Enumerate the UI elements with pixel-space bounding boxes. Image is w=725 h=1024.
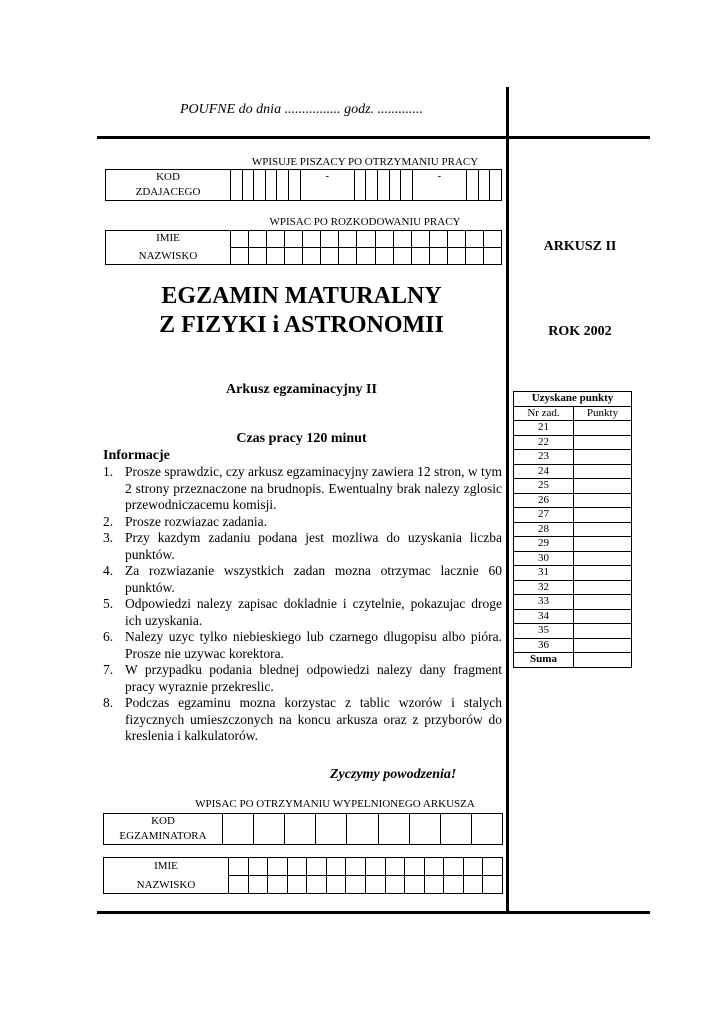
surname-letter-cell[interactable] bbox=[375, 248, 393, 265]
examiner-code-cell[interactable] bbox=[440, 814, 471, 845]
examiner-name-cell[interactable] bbox=[365, 858, 385, 876]
surname-letter-cell[interactable] bbox=[357, 248, 375, 265]
surname-letter-cell[interactable] bbox=[339, 248, 357, 265]
name-letter-cell[interactable] bbox=[321, 231, 339, 248]
points-cell[interactable] bbox=[574, 595, 632, 610]
examiner-code-cell[interactable] bbox=[471, 814, 502, 845]
examiner-surname-cell[interactable] bbox=[229, 876, 249, 894]
examiner-surname-cell[interactable] bbox=[268, 876, 288, 894]
code-digit-cell[interactable] bbox=[265, 170, 277, 201]
surname-letter-cell[interactable] bbox=[267, 248, 285, 265]
surname-letter-cell[interactable] bbox=[393, 248, 411, 265]
info-item: 2. Prosze rozwiazac zadania. bbox=[103, 513, 268, 529]
surname-letter-cell[interactable] bbox=[465, 248, 483, 265]
points-cell[interactable] bbox=[574, 508, 632, 523]
examiner-surname-cell[interactable] bbox=[424, 876, 444, 894]
kod-egzaminatora-label: KOD EGZAMINATORA bbox=[104, 814, 223, 845]
points-cell[interactable] bbox=[574, 450, 632, 465]
examiner-name-cell[interactable] bbox=[405, 858, 425, 876]
surname-letter-cell[interactable] bbox=[429, 248, 447, 265]
points-cell[interactable] bbox=[574, 493, 632, 508]
code-separator-cell: - bbox=[300, 170, 354, 201]
examiner-name-cell[interactable] bbox=[287, 858, 307, 876]
info-item: 8. Podczas egzaminu mozna korzystac z tablic wzorów i stalych fizycznych umieszczonych na koncu arkusza oraz z przyborów do kreslenia i kalkulatorów. bbox=[103, 695, 502, 743]
examiner-code-cell[interactable] bbox=[285, 814, 316, 845]
points-cell[interactable] bbox=[574, 624, 632, 639]
name-letter-cell[interactable] bbox=[447, 231, 465, 248]
info-item: 5. Odpowiedzi nalezy zapisac dokladnie i czytelnie, pokazujac droge ich uzyskania. bbox=[103, 596, 502, 628]
info-list bbox=[103, 464, 502, 745]
name-letter-cell[interactable] bbox=[411, 231, 429, 248]
examiner-name-cell[interactable] bbox=[268, 858, 288, 876]
examiner-name-cell[interactable] bbox=[385, 858, 405, 876]
examiner-surname-cell[interactable] bbox=[365, 876, 385, 894]
task-number: 26 bbox=[514, 493, 574, 508]
examiner-code-cell[interactable] bbox=[316, 814, 347, 845]
code-digit-cell[interactable] bbox=[366, 170, 378, 201]
task-number: 35 bbox=[514, 624, 574, 639]
info-item: 1. Prosze sprawdzic, czy arkusz egzaminacyjny zawiera 12 stron, w tym 2 strony przeznaczone na brudnopis. Ewentualny brak nalezy zglosic przewodniczacemu komisji. bbox=[103, 464, 502, 512]
code-digit-cell[interactable] bbox=[242, 170, 254, 201]
score-table-title: Uzyskane punkty bbox=[514, 392, 632, 407]
points-cell[interactable] bbox=[574, 566, 632, 581]
kod-zdajacego-label: KOD ZDAJACEGO bbox=[106, 170, 231, 201]
points-cell[interactable] bbox=[574, 435, 632, 450]
code-digit-cell[interactable] bbox=[377, 170, 389, 201]
examiner-code-cell[interactable] bbox=[378, 814, 409, 845]
rok-label: ROK 2002 bbox=[548, 324, 612, 339]
points-cell[interactable] bbox=[574, 421, 632, 436]
surname-letter-cell[interactable] bbox=[249, 248, 267, 265]
examiner-code-cell[interactable] bbox=[409, 814, 440, 845]
examiner-code-cell[interactable] bbox=[254, 814, 285, 845]
task-number: 34 bbox=[514, 609, 574, 624]
examiner-surname-cell[interactable] bbox=[444, 876, 464, 894]
examiner-name-cell[interactable] bbox=[326, 858, 346, 876]
task-number: 30 bbox=[514, 551, 574, 566]
code-digit-cell[interactable] bbox=[389, 170, 401, 201]
task-number: 33 bbox=[514, 595, 574, 610]
points-cell[interactable] bbox=[574, 464, 632, 479]
name-letter-cell[interactable] bbox=[357, 231, 375, 248]
info-heading: Informacje bbox=[103, 448, 170, 463]
code-digit-cell[interactable] bbox=[478, 170, 490, 201]
surname-letter-cell[interactable] bbox=[411, 248, 429, 265]
examiner-name-cell[interactable] bbox=[307, 858, 327, 876]
sum-label: Suma bbox=[514, 653, 574, 668]
surname-letter-cell[interactable] bbox=[483, 248, 501, 265]
code-digit-cell[interactable] bbox=[401, 170, 413, 201]
examiner-surname-cell[interactable] bbox=[248, 876, 268, 894]
points-cell[interactable] bbox=[574, 522, 632, 537]
code-digit-cell[interactable] bbox=[231, 170, 243, 201]
examiner-surname-cell[interactable] bbox=[287, 876, 307, 894]
info-section bbox=[103, 447, 502, 745]
task-number: 25 bbox=[514, 479, 574, 494]
exam-title bbox=[97, 282, 506, 340]
name-letter-cell[interactable] bbox=[231, 231, 249, 248]
points-cell[interactable] bbox=[574, 537, 632, 552]
surname-letter-cell[interactable] bbox=[231, 248, 249, 265]
surname-letter-cell[interactable] bbox=[303, 248, 321, 265]
info-item: 4. Za rozwiazanie wszystkich zadan mozna otrzymac lacznie 60 punktów. bbox=[103, 563, 502, 595]
right-column-divider bbox=[506, 87, 509, 914]
task-number: 32 bbox=[514, 580, 574, 595]
points-cell[interactable] bbox=[574, 638, 632, 653]
task-number: 24 bbox=[514, 464, 574, 479]
name-letter-cell[interactable] bbox=[429, 231, 447, 248]
examiner-name-cell[interactable] bbox=[444, 858, 464, 876]
sheet-subtitle: Arkusz egzaminacyjny II bbox=[226, 382, 377, 397]
points-cell[interactable] bbox=[574, 580, 632, 595]
imie-nazwisko-top-box bbox=[105, 230, 502, 265]
surname-letter-cell[interactable] bbox=[285, 248, 303, 265]
confidential-line: POUFNE do dnia ................ godz. ............. bbox=[179, 102, 424, 117]
code-digit-cell[interactable] bbox=[467, 170, 479, 201]
good-luck-message: Zyczymy powodzenia! bbox=[330, 767, 457, 782]
task-number: 28 bbox=[514, 522, 574, 537]
examiner-name-cell[interactable] bbox=[248, 858, 268, 876]
score-col-points: Punkty bbox=[574, 406, 632, 421]
examiner-surname-cell[interactable] bbox=[385, 876, 405, 894]
footer-rule bbox=[97, 911, 650, 914]
examiner-name-cell[interactable] bbox=[424, 858, 444, 876]
examiner-code-cell[interactable] bbox=[347, 814, 378, 845]
task-number: 36 bbox=[514, 638, 574, 653]
sum-points-cell[interactable] bbox=[574, 653, 632, 668]
name-letter-cell[interactable] bbox=[267, 231, 285, 248]
points-cell[interactable] bbox=[574, 609, 632, 624]
exam-title-line2: Z FIZYKI i ASTRONOMII bbox=[159, 312, 444, 338]
code-separator-cell: - bbox=[412, 170, 466, 201]
task-number: 27 bbox=[514, 508, 574, 523]
points-cell[interactable] bbox=[574, 479, 632, 494]
code-digit-cell[interactable] bbox=[354, 170, 366, 201]
name-letter-cell[interactable] bbox=[465, 231, 483, 248]
examiner-surname-cell[interactable] bbox=[326, 876, 346, 894]
score-col-task: Nr zad. bbox=[514, 406, 574, 421]
imie-nazwisko-top-caption: WPISAC PO ROZKODOWANIU PRACY bbox=[269, 216, 461, 228]
name-letter-cell[interactable] bbox=[393, 231, 411, 248]
examiner-name-cell[interactable] bbox=[229, 858, 249, 876]
imie-nazwisko-top-label: IMIE NAZWISKO bbox=[106, 231, 231, 265]
imie-nazwisko-bottom-label: IMIE NAZWISKO bbox=[104, 858, 229, 894]
examiner-name-cell[interactable] bbox=[483, 858, 503, 876]
name-letter-cell[interactable] bbox=[285, 231, 303, 248]
score-table bbox=[513, 391, 632, 668]
code-digit-cell[interactable] bbox=[254, 170, 266, 201]
examiner-name-cell[interactable] bbox=[463, 858, 483, 876]
task-number: 31 bbox=[514, 566, 574, 581]
code-digit-cell[interactable] bbox=[288, 170, 300, 201]
info-item: 6. Nalezy uzyc tylko niebieskiego lub czarnego dlugopisu albo pióra. Prosze nie uzywac korektora. bbox=[103, 629, 502, 661]
name-letter-cell[interactable] bbox=[375, 231, 393, 248]
surname-letter-cell[interactable] bbox=[447, 248, 465, 265]
task-number: 23 bbox=[514, 450, 574, 465]
kod-zdajacego-box bbox=[105, 169, 502, 201]
name-letter-cell[interactable] bbox=[249, 231, 267, 248]
examiner-surname-cell[interactable] bbox=[463, 876, 483, 894]
task-number: 22 bbox=[514, 435, 574, 450]
kod-egzaminatora-caption: WPISAC PO OTRZYMANIU WYPELNIONEGO ARKUSZA bbox=[195, 798, 475, 810]
code-digit-cell[interactable] bbox=[277, 170, 289, 201]
name-letter-cell[interactable] bbox=[303, 231, 321, 248]
kod-egzaminatora-box bbox=[103, 813, 503, 845]
examiner-surname-cell[interactable] bbox=[483, 876, 503, 894]
header-rule bbox=[97, 136, 650, 139]
kod-zdajacego-caption: WPISUJE PISZACY PO OTRZYMANIU PRACY bbox=[251, 156, 479, 168]
task-number: 21 bbox=[514, 421, 574, 436]
task-number: 29 bbox=[514, 537, 574, 552]
info-item: 7. W przypadku podania blednej odpowiedzi nalezy dany fragment pracy wyraznie przekreslic. bbox=[103, 662, 502, 694]
examiner-surname-cell[interactable] bbox=[346, 876, 366, 894]
exam-title-line1: EGZAMIN MATURALNY bbox=[161, 283, 442, 309]
examiner-code-cell[interactable] bbox=[223, 814, 254, 845]
info-item: 3. Przy kazdym zadaniu podana jest mozliwa do uzyskania liczba punktów. bbox=[103, 530, 502, 562]
points-cell[interactable] bbox=[574, 551, 632, 566]
examiner-name-cell[interactable] bbox=[346, 858, 366, 876]
imie-nazwisko-bottom-box bbox=[103, 857, 503, 894]
time-limit: Czas pracy 120 minut bbox=[236, 431, 367, 446]
code-digit-cell[interactable] bbox=[490, 170, 502, 201]
examiner-surname-cell[interactable] bbox=[307, 876, 327, 894]
name-letter-cell[interactable] bbox=[339, 231, 357, 248]
arkusz-label: ARKUSZ II bbox=[543, 239, 617, 254]
surname-letter-cell[interactable] bbox=[321, 248, 339, 265]
name-letter-cell[interactable] bbox=[483, 231, 501, 248]
examiner-surname-cell[interactable] bbox=[405, 876, 425, 894]
